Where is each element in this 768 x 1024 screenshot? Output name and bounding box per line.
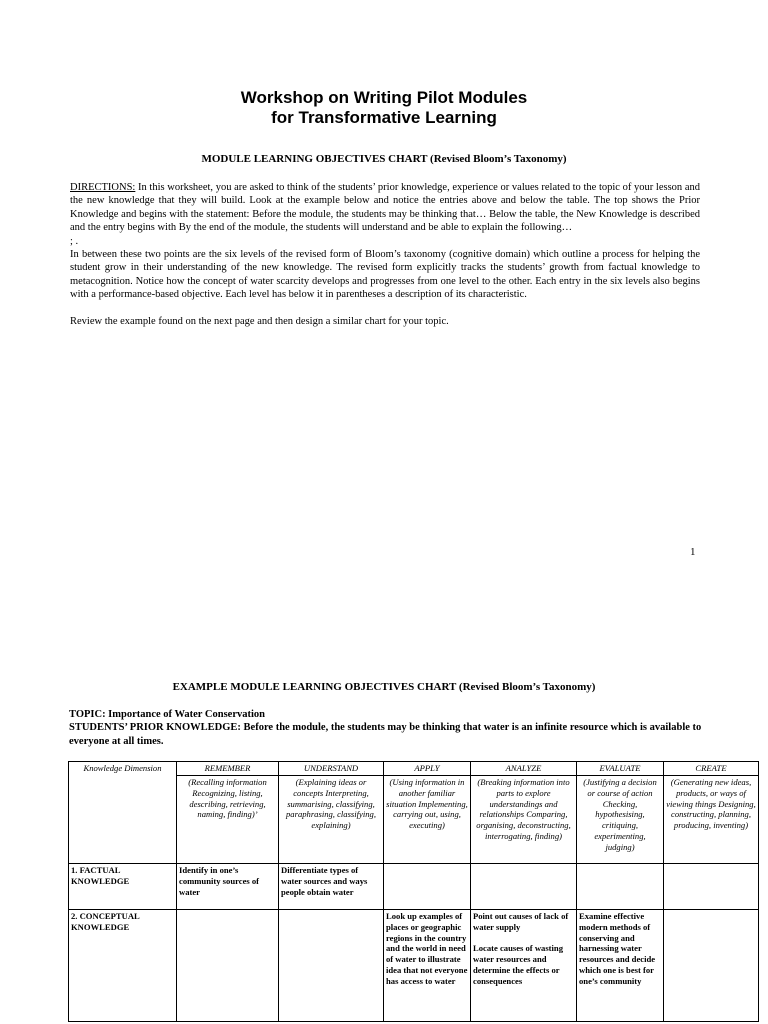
row-label-conceptual: 2. CONCEPTUAL KNOWLEDGE <box>69 910 177 1022</box>
cell-factual-evaluate <box>577 864 664 910</box>
cell-conceptual-create <box>664 910 759 1022</box>
description-apply: (Using information in another familiar situation Implementing, carrying out, using, executing) <box>384 776 471 864</box>
document-title <box>0 88 768 128</box>
directions-dots: ; . <box>70 235 79 247</box>
cell-factual-understand: Differentiate types of water sources and ways people obtain water <box>279 864 384 910</box>
prior-knowledge: STUDENTS’ PRIOR KNOWLEDGE: Before the module, the students may be thinking that water is an infinite resource which is available to everyone at all times. <box>69 722 702 747</box>
directions-label: DIRECTIONS: <box>70 182 136 193</box>
cell-factual-apply <box>384 864 471 910</box>
description-create: (Generating new ideas, products, or ways of viewing things Designing, constructing, planning, producing, inventing) <box>664 776 759 864</box>
table-row <box>69 910 759 1022</box>
page-number: 1 <box>690 546 696 558</box>
cell-conceptual-evaluate: Examine effective modern methods of conserving and harnessing water resources and decide which one is best for one’s community <box>577 910 664 1022</box>
topic-block <box>69 708 709 748</box>
topic-line: TOPIC: Importance of Water Conservation <box>69 709 265 720</box>
row-label-factual: 1. FACTUAL KNOWLEDGE <box>69 864 177 910</box>
header-remember: REMEMBER <box>177 762 279 776</box>
directions-paragraph-3: Review the example found on the next page and then design a similar chart for your topic. <box>70 316 449 328</box>
header-evaluate: EVALUATE <box>577 762 664 776</box>
description-analyze: (Breaking information into parts to explore understandings and relationships Comparing, organising, deconstructing, interrogating, finding) <box>471 776 577 864</box>
chart-heading: MODULE LEARNING OBJECTIVES CHART (Revised Bloom’s Taxonomy) <box>201 153 567 165</box>
document-title-line1: Workshop on Writing Pilot Modules <box>240 88 528 107</box>
objectives-table <box>68 761 759 1022</box>
description-remember: (Recalling information Recognizing, listing, describing, retrieving, naming, finding)’ <box>177 776 279 864</box>
cell-factual-create <box>664 864 759 910</box>
header-knowledge-dimension: Knowledge Dimension <box>69 762 177 864</box>
cell-factual-remember: Identify in one’s community sources of water <box>177 864 279 910</box>
cell-factual-analyze <box>471 864 577 910</box>
description-evaluate: (Justifying a decision or course of action Checking, hypothesising, critiquing, experimenting, judging) <box>577 776 664 864</box>
table-header-row <box>69 762 759 776</box>
table-row <box>69 864 759 910</box>
cell-conceptual-remember <box>177 910 279 1022</box>
header-analyze: ANALYZE <box>471 762 577 776</box>
directions-text: In this worksheet, you are asked to think of the students’ prior knowledge, experience or values related to the topic of your lesson and the new knowledge that they will build. Look at the example below and notice the entries above and below the table. The top shows the Prior Knowledge and begins with the statement: Before the module, the students may be thinking that… Below the table, the New Knowledge is described and the entry begins with By the end of the module, the students will understand and be able to explain the following… <box>70 182 700 234</box>
header-understand: UNDERSTAND <box>279 762 384 776</box>
header-apply: APPLY <box>384 762 471 776</box>
directions-block <box>70 181 700 328</box>
cell-conceptual-apply: Look up examples of places or geographic regions in the country and the world in need of water to illustrate idea that not everyone has access to water <box>384 910 471 1022</box>
document-title-line2: for Transformative Learning <box>271 108 497 127</box>
directions-paragraph-2: In between these two points are the six levels of the revised form of Bloom’s taxonomy (cognitive domain) which outline a process for helping the student grow in their understanding of the new knowledge. The revised form explicitly tracks the students’ growth from factual knowledge to metacognition. Notice how the concept of water scarcity develops and progresses from one level to the other. Each entry in the six levels also begins with a performance-based objective. Each level has below it in parentheses a description of its characteristic. <box>70 249 700 301</box>
cell-conceptual-understand <box>279 910 384 1022</box>
header-create: CREATE <box>664 762 759 776</box>
description-understand: (Explaining ideas or concepts Interpreting, summarising, classifying, paraphrasing, classifying, explaining) <box>279 776 384 864</box>
example-heading: EXAMPLE MODULE LEARNING OBJECTIVES CHART (Revised Bloom’s Taxonomy) <box>172 681 596 693</box>
cell-conceptual-analyze: Point out causes of lack of water supply Locate causes of wasting water resources and determine the effects or consequences <box>471 910 577 1022</box>
